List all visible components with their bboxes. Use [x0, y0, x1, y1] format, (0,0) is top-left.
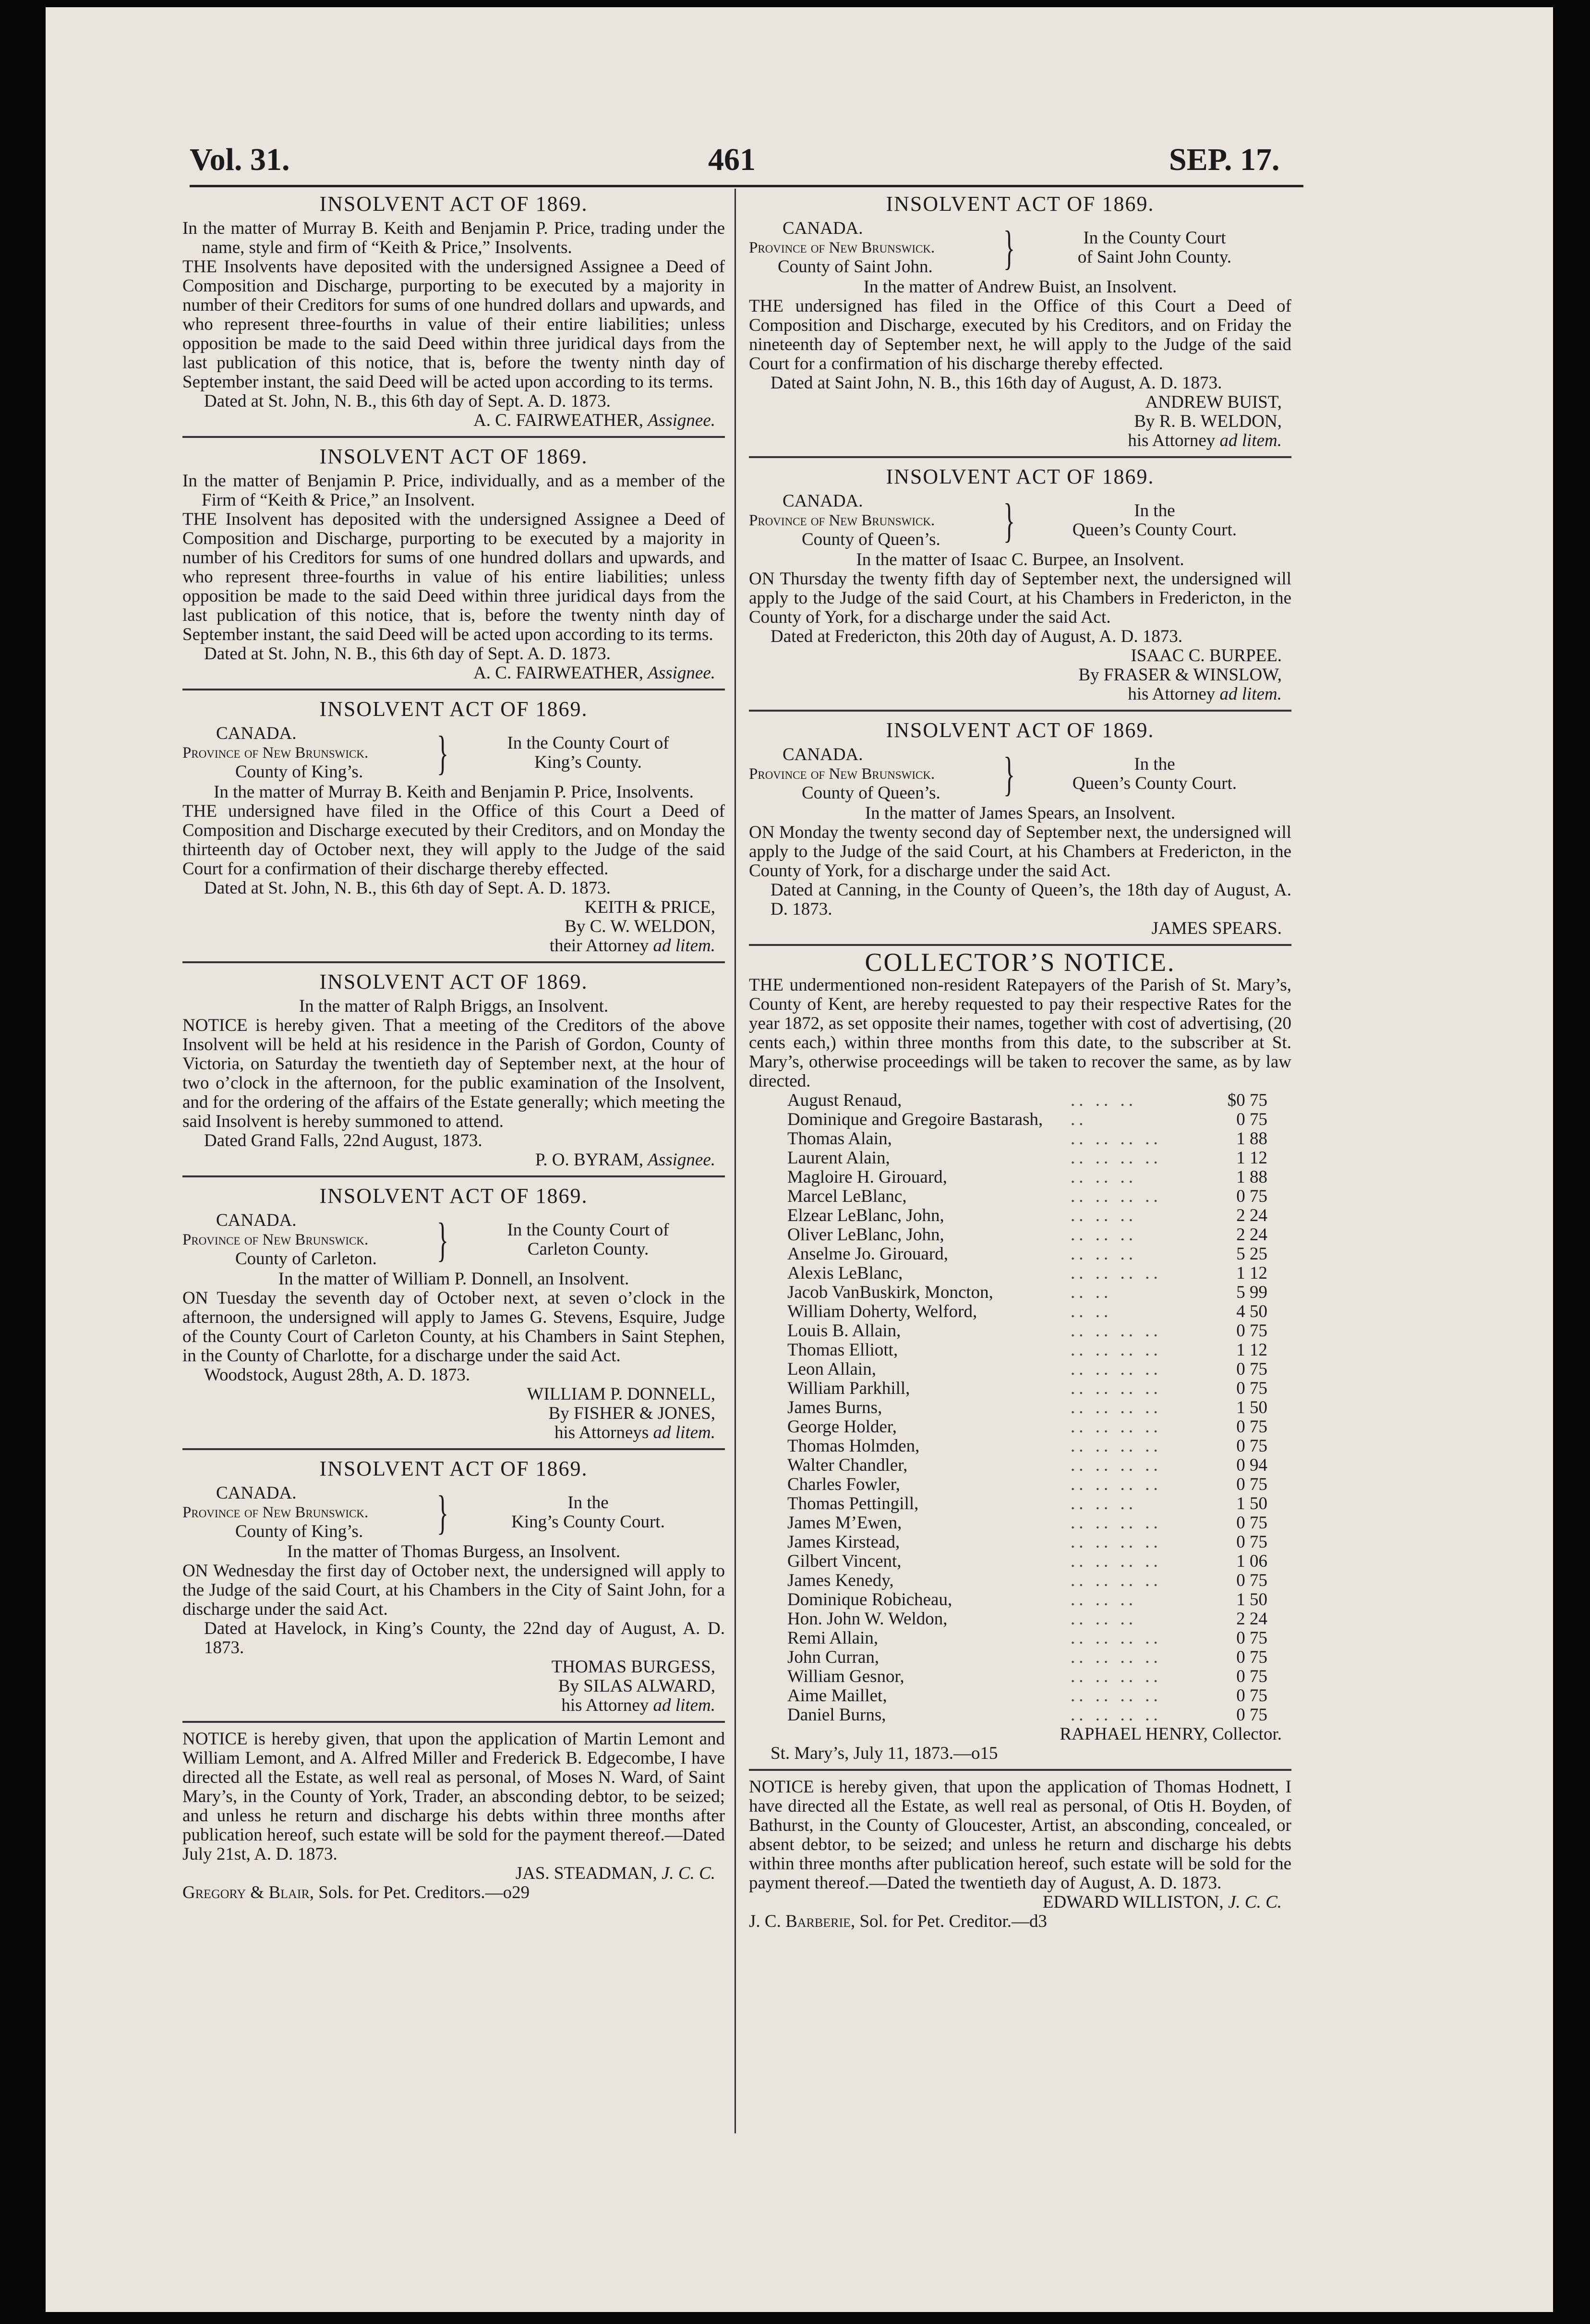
notice-body: THE undersigned have filed in the Office of this Court a Deed of Composition and Discharge executed by their Creditors, and on Monday the thirteenth day of October next, they will apply to the Judge of the said Court for a confirmation of their discharge thereby effected. — [182, 801, 725, 879]
leader-dots: .. .. .. — [1071, 1494, 1137, 1513]
notice-dated: Dated at St. John, N. B., this 6th day of Sept. A. D. 1873. — [204, 878, 611, 898]
signer-role: Assignee. — [648, 1150, 715, 1170]
notice-body: NOTICE is hereby given, that upon the application of Thomas Hodnett, I have directed all the Estate, as well real as personal, of Otis H. Boyden, of Bathurst, in the County of Gloucester, Artist, an absconding, concealed, or absent debtor, to be seized; and unless he return and discharge his debts within three months after publication hereof, such estate will be sold for the payment thereof.—Dated the twentieth day of August, A. D. 1873. — [749, 1777, 1291, 1893]
notice-matter: In the matter of Murray B. Keith and Benjamin P. Price, Insolvents. — [214, 782, 694, 802]
rate-amount: 0 75 — [1236, 1686, 1267, 1706]
county-label: County of Queen’s. — [802, 530, 940, 549]
page-number: 461 — [708, 142, 756, 177]
rate-amount: 0 75 — [1236, 1379, 1267, 1398]
ratepayer-name: Magloire H. Girouard, — [787, 1167, 947, 1187]
table-row — [749, 1264, 1291, 1283]
province-label: Province of New Brunswick. — [182, 1504, 369, 1521]
leader-dots: .. .. .. .. — [1071, 1686, 1162, 1706]
signature-line-1: ISAAC C. BURPEE. — [1131, 646, 1282, 666]
absconding-debtor-notice-ward — [182, 1730, 725, 1902]
canada-label: CANADA. — [783, 745, 863, 764]
table-row — [749, 1648, 1291, 1667]
divider — [182, 689, 725, 690]
ratepayer-name: Remi Allain, — [787, 1628, 879, 1648]
signer-role: Assignee. — [648, 411, 715, 430]
leader-dots: .. .. .. — [1071, 1244, 1137, 1264]
notice-matter: In the matter of Isaac C. Burpee, an Insolvent. — [856, 550, 1184, 569]
ad-litem: ad litem. — [653, 936, 715, 956]
ratepayer-name: Walter Chandler, — [787, 1455, 908, 1475]
table-row — [749, 1456, 1291, 1475]
divider — [749, 944, 1291, 946]
leader-dots: .. .. .. .. — [1071, 1513, 1162, 1533]
ad-litem: ad litem. — [653, 1695, 715, 1715]
signature-line-2: By FRASER & WINSLOW, — [1078, 665, 1282, 685]
rate-amount: 0 75 — [1236, 1571, 1267, 1590]
signature-line-1: THOMAS BURGESS, — [551, 1657, 715, 1677]
ratepayer-name: Thomas Holmden, — [787, 1436, 920, 1456]
attorney-label: his Attorneys — [554, 1423, 649, 1442]
province-label: Province of New Brunswick. — [182, 1231, 369, 1248]
rate-amount: 2 24 — [1236, 1206, 1267, 1225]
header-rule — [190, 185, 1303, 187]
brace-glyph: } — [1003, 494, 1015, 547]
ratepayer-name: Laurent Alain, — [787, 1148, 890, 1168]
ratepayer-name: William Parkhill, — [787, 1379, 910, 1398]
signer-role: Assignee. — [648, 663, 715, 683]
rate-amount: $0 75 — [1227, 1090, 1267, 1110]
notice-matter: In the matter of James Spears, an Insolvent. — [865, 803, 1176, 823]
notice-body: ON Thursday the twenty fifth day of September next, the undersigned will apply to the Judge of the said Court, at his Chambers in Fredericton, in the County of York, for a discharge under the said Act. — [749, 569, 1291, 627]
court-name-2: Queen’s County Court. — [1072, 520, 1237, 540]
ratepayer-name: Leon Allain, — [787, 1359, 876, 1379]
insolvent-notice-price — [182, 445, 725, 683]
signer-name: A. C. FAIRWEATHER, — [473, 663, 643, 683]
table-row — [749, 1552, 1291, 1571]
court-heading — [182, 724, 725, 782]
rate-amount: 0 75 — [1236, 1417, 1267, 1437]
ratepayer-name: Oliver LeBlanc, John, — [787, 1225, 944, 1245]
ad-litem: ad litem. — [1219, 431, 1282, 450]
ratepayer-name: Alexis LeBlanc, — [787, 1263, 903, 1283]
leader-dots: .. .. .. — [1071, 1590, 1137, 1610]
rate-amount: 5 25 — [1236, 1244, 1267, 1264]
court-name: In the County Court — [1083, 228, 1226, 248]
rate-amount: 1 88 — [1236, 1129, 1267, 1149]
ratepayer-name: James M’Ewen, — [787, 1513, 902, 1533]
ratepayer-name: John Curran, — [787, 1647, 879, 1667]
rate-amount: 1 50 — [1236, 1398, 1267, 1417]
notice-matter: In the matter of Ralph Briggs, an Insolvent. — [299, 996, 609, 1016]
notice-title: INSOLVENT ACT OF 1869. — [319, 970, 588, 993]
divider — [749, 710, 1291, 712]
signature-line-2: By SILAS ALWARD, — [558, 1676, 715, 1696]
absconding-debtor-notice-boyden — [749, 1778, 1291, 1931]
notice-body: ON Tuesday the seventh day of October next, at seven o’clock in the afternoon, the undersigned will apply to James G. Stevens, Esquire, Judge of the County Court of Carleton County, at his Chambers in Saint Stephen, in the County of Charlotte, for a discharge under the said Act. — [182, 1288, 725, 1366]
signature-line-1: JAMES SPEARS. — [1151, 919, 1282, 938]
table-row — [749, 1360, 1291, 1379]
divider — [749, 456, 1291, 458]
brace-glyph: } — [1003, 221, 1015, 274]
province-label: Province of New Brunswick. — [749, 765, 935, 783]
leader-dots: .. .. .. .. — [1071, 1532, 1162, 1552]
ratepayer-name: Dominique and Gregoire Bastarash, — [787, 1110, 1043, 1129]
insolvent-notice-buist — [749, 192, 1291, 450]
rate-amount: 0 75 — [1236, 1436, 1267, 1456]
notice-title: INSOLVENT ACT OF 1869. — [886, 192, 1155, 216]
right-column — [749, 192, 1291, 1933]
signature-line-3 — [749, 685, 1291, 704]
signer-role: J. C. C. — [1228, 1892, 1282, 1912]
ratepayer-name: James Kenedy, — [787, 1571, 894, 1590]
leader-dots: .. .. .. .. — [1071, 1398, 1162, 1417]
ratepayer-name: Hon. John W. Weldon, — [787, 1609, 948, 1629]
brace-glyph: } — [437, 1486, 448, 1539]
table-row — [749, 1398, 1291, 1417]
ratepayer-table — [749, 1091, 1291, 1725]
signature-line-2: By C. W. WELDON, — [565, 917, 715, 936]
rate-amount: 0 75 — [1236, 1532, 1267, 1552]
court-name: In the — [1134, 501, 1175, 520]
leader-dots: .. .. .. .. — [1071, 1148, 1162, 1168]
notice-body: ON Monday the twenty second day of September next, the undersigned will apply to the Judge of the said Court, at his Chambers at Fredericton, in the County of York, for a discharge under the said Act. — [749, 823, 1291, 881]
divider — [749, 1769, 1291, 1771]
table-row — [749, 1494, 1291, 1513]
court-name-2: Queen’s County Court. — [1072, 774, 1237, 793]
leader-dots: .. .. .. — [1071, 1167, 1137, 1187]
signature-line-3 — [182, 1696, 725, 1715]
collector-dated: St. Mary’s, July 11, 1873.—o15 — [771, 1743, 998, 1763]
ratepayer-name: Louis B. Allain, — [787, 1321, 901, 1341]
notice-body: THE Insolvents have deposited with the undersigned Assignee a Deed of Composition and Discharge, purporting to be executed by a majority in number of their Creditors for sums of one hundred dollars and upwards, and who represent three-fourths in value of their entire liabilities; unless opposition be made to the said Deed within three juridical days from the last publication of this notice, that is, before the twenty ninth day of September instant, the said Deed will be acted upon according to its terms. — [182, 257, 725, 392]
brace-glyph: } — [437, 726, 448, 779]
table-row — [749, 1571, 1291, 1590]
signature-line-1: KEITH & PRICE, — [584, 897, 715, 917]
insolvent-notice-burpee — [749, 465, 1291, 704]
collector-signature: RAPHAEL HENRY, Collector. — [1060, 1724, 1282, 1744]
table-row — [749, 1629, 1291, 1648]
ratepayer-name: August Renaud, — [787, 1090, 902, 1110]
notice-dated: Dated at Saint John, N. B., this 16th day of August, A. D. 1873. — [771, 373, 1222, 393]
notice-signature — [182, 664, 725, 683]
divider — [182, 1448, 725, 1450]
divider — [182, 1721, 725, 1723]
volume-label: Vol. 31. — [190, 142, 290, 177]
table-row — [749, 1206, 1291, 1225]
leader-dots: .. .. .. .. — [1071, 1455, 1162, 1475]
notice-body: ON Wednesday the first day of October next, the undersigned will apply to the Judge of the said Court, at his Chambers in the City of Saint John, for a discharge under the said Act. — [182, 1561, 725, 1619]
solicitors-line — [749, 1912, 1291, 1931]
notice-matter: In the matter of Murray B. Keith and Benjamin P. Price, trading under the name, style and firm of “Keith & Price,” Insolvents. — [182, 218, 725, 257]
signer-name: A. C. FAIRWEATHER, — [473, 411, 643, 430]
rate-amount: 0 75 — [1236, 1359, 1267, 1379]
notice-dated: Dated at St. John, N. B., this 6th day of Sept. A. D. 1873. — [204, 391, 611, 411]
table-row — [749, 1129, 1291, 1149]
table-row — [749, 1417, 1291, 1437]
insolvent-notice-spears — [749, 718, 1291, 938]
notice-dated: Dated Grand Falls, 22nd August, 1873. — [204, 1131, 482, 1150]
ratepayer-name: Thomas Pettingill, — [787, 1494, 919, 1513]
insolvent-notice-keith-price — [182, 192, 725, 430]
table-row — [749, 1686, 1291, 1706]
rate-amount: 1 12 — [1236, 1148, 1267, 1168]
rate-amount: 5 99 — [1236, 1283, 1267, 1302]
table-row — [749, 1110, 1291, 1129]
leader-dots: .. — [1071, 1110, 1087, 1129]
ratepayer-name: James Kirstead, — [787, 1532, 900, 1552]
leader-dots: .. .. .. .. — [1071, 1475, 1162, 1494]
rate-amount: 0 75 — [1236, 1667, 1267, 1686]
solicitors-line — [182, 1883, 725, 1902]
notice-matter: In the matter of Andrew Buist, an Insolvent. — [863, 277, 1177, 297]
province-label: Province of New Brunswick. — [749, 239, 935, 256]
ratepayer-name: Gilbert Vincent, — [787, 1551, 902, 1571]
court-heading — [749, 219, 1291, 277]
notice-signature — [182, 1150, 725, 1170]
ratepayer-name: Daniel Burns, — [787, 1705, 886, 1725]
rate-amount: 2 24 — [1236, 1225, 1267, 1245]
notice-dated: Dated at Canning, in the County of Queen’s, the 18th day of August, A. D. 1873. — [771, 880, 1291, 919]
notice-dated: Dated at St. John, N. B., this 6th day of Sept. A. D. 1873. — [204, 644, 611, 664]
solicitor-detail: , Sol. for Pet. Creditor.—d3 — [850, 1912, 1048, 1931]
leader-dots: .. .. .. .. — [1071, 1417, 1162, 1437]
rate-amount: 0 75 — [1236, 1321, 1267, 1341]
notice-matter: In the matter of Thomas Burgess, an Insolvent. — [287, 1542, 621, 1561]
leader-dots: .. .. .. .. — [1071, 1551, 1162, 1571]
notice-dated: Dated at Havelock, in King’s County, the 22nd day of August, A. D. 1873. — [204, 1619, 725, 1658]
leader-dots: .. .. .. .. — [1071, 1705, 1162, 1725]
ratepayer-name: Dominique Robicheau, — [787, 1590, 952, 1610]
ratepayer-name: Charles Fowler, — [787, 1475, 900, 1494]
table-row — [749, 1706, 1291, 1725]
brace-glyph: } — [437, 1213, 448, 1266]
ratepayer-name: Thomas Elliott, — [787, 1340, 898, 1360]
insolvent-notice-briggs — [182, 970, 725, 1170]
table-row — [749, 1225, 1291, 1245]
leader-dots: .. .. .. — [1071, 1225, 1137, 1245]
rate-amount: 1 50 — [1236, 1590, 1267, 1610]
notice-body: NOTICE is hereby given. That a meeting of the Creditors of the above Insolvent will be held at his residence in the Parish of Gordon, County of Victoria, on Saturday the twentieth day of September next, at the hour of two o’clock in the afternoon, for the public examination of the Insolvent, and for the ordering of the affairs of the Estate generally; which meeting the said Insolvent is hereby summoned to attend. — [182, 1016, 725, 1131]
solicitor-name: Gregory & Blair — [182, 1883, 310, 1902]
ad-litem: ad litem. — [1219, 684, 1282, 704]
notice-title: INSOLVENT ACT OF 1869. — [886, 465, 1155, 488]
notice-signature — [182, 1864, 725, 1883]
column-separator — [735, 189, 736, 2133]
signature-line-3 — [182, 936, 725, 956]
table-row — [749, 1437, 1291, 1456]
county-label: County of King’s. — [235, 762, 363, 782]
court-heading — [749, 745, 1291, 803]
notice-title: INSOLVENT ACT OF 1869. — [886, 718, 1155, 742]
province-label: Province of New Brunswick. — [749, 512, 935, 529]
table-row — [749, 1379, 1291, 1398]
court-name: In the — [567, 1493, 609, 1513]
leader-dots: .. .. .. .. — [1071, 1263, 1162, 1283]
attorney-label: their Attorney — [549, 936, 649, 956]
solicitor-detail: , Sols. for Pet. Creditors.—o29 — [309, 1883, 530, 1902]
rate-amount: 2 24 — [1236, 1609, 1267, 1629]
signer-name: P. O. BYRAM, — [535, 1150, 643, 1170]
rate-amount: 0 75 — [1236, 1628, 1267, 1648]
insolvent-notice-donnell — [182, 1184, 725, 1442]
leader-dots: .. .. — [1071, 1302, 1112, 1321]
leader-dots: .. .. .. .. — [1071, 1359, 1162, 1379]
signer-name: EDWARD WILLISTON, — [1042, 1892, 1224, 1912]
signer-role: J. C. C. — [661, 1864, 715, 1883]
notice-body: THE undersigned has filed in the Office of this Court a Deed of Composition and Discharge, executed by his Creditors, and on Friday the nineteenth day of September next, he will apply to the Judge of the said Court for a confirmation of his discharge thereby effected. — [749, 296, 1291, 374]
table-row — [749, 1149, 1291, 1168]
rate-amount: 0 75 — [1236, 1513, 1267, 1533]
notice-title: INSOLVENT ACT OF 1869. — [319, 192, 588, 216]
ratepayer-name: William Gesnor, — [787, 1667, 904, 1686]
solicitor-name: J. C. Barberie — [749, 1912, 851, 1931]
leader-dots: .. .. .. .. — [1071, 1186, 1162, 1206]
table-row — [749, 1187, 1291, 1206]
rate-amount: 1 88 — [1236, 1167, 1267, 1187]
notice-body: THE Insolvent has deposited with the undersigned Assignee a Deed of Composition and Discharge, purporting to be executed by a majority in number of his Creditors for sums of one hundred dollars and upwards, and who represent three-fourths in value of his entire liabilities; unless opposition be made to the said Deed within three juridical days from the last publication of this notice, that is, before the twenty ninth day of September instant, the said Deed will be acted upon according to its terms. — [182, 509, 725, 644]
leader-dots: .. .. .. — [1071, 1609, 1137, 1629]
left-column — [182, 192, 725, 1904]
county-label: County of Saint John. — [778, 257, 933, 277]
leader-dots: .. .. .. .. — [1071, 1571, 1162, 1590]
court-name-2: of Saint John County. — [1077, 247, 1232, 267]
notice-signature — [749, 1893, 1291, 1912]
leader-dots: .. .. — [1071, 1283, 1112, 1302]
ratepayer-name: Anselme Jo. Girouard, — [787, 1244, 948, 1264]
court-name: In the — [1134, 754, 1175, 774]
ratepayer-name: Elzear LeBlanc, John, — [787, 1206, 944, 1225]
court-name-2: Carleton County. — [527, 1239, 649, 1259]
table-row — [749, 1610, 1291, 1629]
county-label: County of Carleton. — [235, 1249, 377, 1269]
leader-dots: .. .. .. — [1071, 1206, 1137, 1225]
table-row — [749, 1475, 1291, 1494]
notice-title: INSOLVENT ACT OF 1869. — [319, 1457, 588, 1480]
table-row — [749, 1513, 1291, 1533]
court-name: In the County Court of — [507, 733, 669, 753]
notice-matter: In the matter of William P. Donnell, an Insolvent. — [278, 1269, 629, 1289]
newspaper-page — [46, 7, 1553, 2312]
attorney-label: his Attorney — [1128, 431, 1216, 450]
signature-line-3 — [182, 1423, 725, 1442]
ad-litem: ad litem. — [653, 1423, 715, 1442]
rate-amount: 1 12 — [1236, 1263, 1267, 1283]
table-row — [749, 1245, 1291, 1264]
ratepayer-name: James Burns, — [787, 1398, 882, 1417]
rate-amount: 0 94 — [1236, 1455, 1267, 1475]
rate-amount: 0 75 — [1236, 1647, 1267, 1667]
notice-body: NOTICE is hereby given, that upon the application of Martin Lemont and William Lemont, and A. Alfred Miller and Frederick B. Edgecombe, I have directed all the Estate, as well real as personal, of Moses N. Ward, of Saint Mary’s, in the County of York, Trader, an absconding debtor, to be seized; and unless he return and discharge his debts within three months after publication hereof, such estate will be sold for the payment thereof.—Dated July 21st, A. D. 1873. — [182, 1729, 725, 1864]
table-row — [749, 1667, 1291, 1686]
court-name: In the County Court of — [507, 1220, 669, 1240]
table-row — [749, 1341, 1291, 1360]
notice-matter: In the matter of Benjamin P. Price, individually, and as a member of the Firm of “Keith & Price,” an Insolvent. — [182, 471, 725, 510]
rate-amount: 1 06 — [1236, 1551, 1267, 1571]
notice-signature — [182, 411, 725, 430]
ratepayer-name: Jacob VanBuskirk, Moncton, — [787, 1283, 993, 1302]
divider — [182, 436, 725, 438]
leader-dots: .. .. .. .. — [1071, 1628, 1162, 1648]
court-name-2: King’s County. — [534, 752, 642, 772]
notice-dated: Dated at Fredericton, this 20th day of August, A. D. 1873. — [771, 627, 1183, 646]
notice-dated: Woodstock, August 28th, A. D. 1873. — [204, 1365, 470, 1385]
ratepayer-name: Aime Maillet, — [787, 1686, 887, 1706]
issue-date: SEP. 17. — [1169, 142, 1280, 177]
leader-dots: .. .. .. .. — [1071, 1321, 1162, 1341]
canada-label: CANADA. — [216, 724, 297, 743]
insolvent-notice-kings-county — [182, 697, 725, 956]
signature-line-3 — [749, 431, 1291, 450]
collector-title: COLLECTOR’S NOTICE. — [865, 948, 1176, 977]
divider — [182, 1175, 725, 1177]
notice-title: INSOLVENT ACT OF 1869. — [319, 697, 588, 721]
court-heading — [182, 1484, 725, 1541]
table-row — [749, 1283, 1291, 1302]
ratepayer-name: William Doherty, Welford, — [787, 1302, 977, 1321]
leader-dots: .. .. .. .. — [1071, 1340, 1162, 1360]
leader-dots: .. .. .. .. — [1071, 1667, 1162, 1686]
divider — [182, 961, 725, 963]
rate-amount: 4 50 — [1236, 1302, 1267, 1321]
province-label: Province of New Brunswick. — [182, 744, 369, 762]
notice-title: INSOLVENT ACT OF 1869. — [319, 445, 588, 468]
rate-amount: 0 75 — [1236, 1705, 1267, 1725]
court-name-2: King’s County Court. — [511, 1512, 665, 1532]
leader-dots: .. .. .. .. — [1071, 1436, 1162, 1456]
insolvent-notice-burgess — [182, 1457, 725, 1715]
canada-label: CANADA. — [216, 1483, 297, 1503]
signer-name: JAS. STEADMAN, — [515, 1864, 657, 1883]
court-heading — [182, 1211, 725, 1269]
signature-line-1: ANDREW BUIST, — [1145, 392, 1282, 412]
rate-amount: 0 75 — [1236, 1475, 1267, 1494]
table-row — [749, 1168, 1291, 1187]
rate-amount: 0 75 — [1236, 1110, 1267, 1129]
table-row — [749, 1091, 1291, 1110]
leader-dots: .. .. .. .. — [1071, 1129, 1162, 1149]
collectors-notice — [749, 948, 1291, 1763]
table-row — [749, 1533, 1291, 1552]
leader-dots: .. .. .. .. — [1071, 1379, 1162, 1398]
table-row — [749, 1590, 1291, 1610]
rate-amount: 1 12 — [1236, 1340, 1267, 1360]
ratepayer-name: Thomas Alain, — [787, 1129, 892, 1149]
county-label: County of Queen’s. — [802, 783, 940, 803]
ratepayer-name: George Holder, — [787, 1417, 897, 1437]
brace-glyph: } — [1003, 747, 1015, 800]
ratepayer-name: Marcel LeBlanc, — [787, 1186, 907, 1206]
court-heading — [749, 492, 1291, 549]
signature-line-1: WILLIAM P. DONNELL, — [527, 1384, 715, 1404]
leader-dots: .. .. .. .. — [1071, 1647, 1162, 1667]
notice-title: INSOLVENT ACT OF 1869. — [319, 1184, 588, 1208]
attorney-label: his Attorney — [561, 1695, 649, 1715]
signature-line-2: By FISHER & JONES, — [548, 1404, 715, 1423]
canada-label: CANADA. — [216, 1210, 297, 1230]
leader-dots: .. .. .. — [1071, 1090, 1137, 1110]
attorney-label: his Attorney — [1128, 684, 1216, 704]
rate-amount: 0 75 — [1236, 1186, 1267, 1206]
table-row — [749, 1302, 1291, 1321]
collector-body: THE undermentioned non-resident Ratepayers of the Parish of St. Mary’s, County of Kent, are hereby requested to pay their respective Rates for the year 1872, as set opposite their names, together with cost of advertising, (20 cents each,) within three months from this date, to the subscriber at St. Mary’s, otherwise proceedings will be taken to recover the same, as by law directed. — [749, 975, 1291, 1091]
table-row — [749, 1321, 1291, 1341]
rate-amount: 1 50 — [1236, 1494, 1267, 1513]
signature-line-2: By R. B. WELDON, — [1134, 412, 1282, 431]
canada-label: CANADA. — [783, 218, 863, 238]
county-label: County of King’s. — [235, 1522, 363, 1541]
canada-label: CANADA. — [783, 491, 863, 511]
